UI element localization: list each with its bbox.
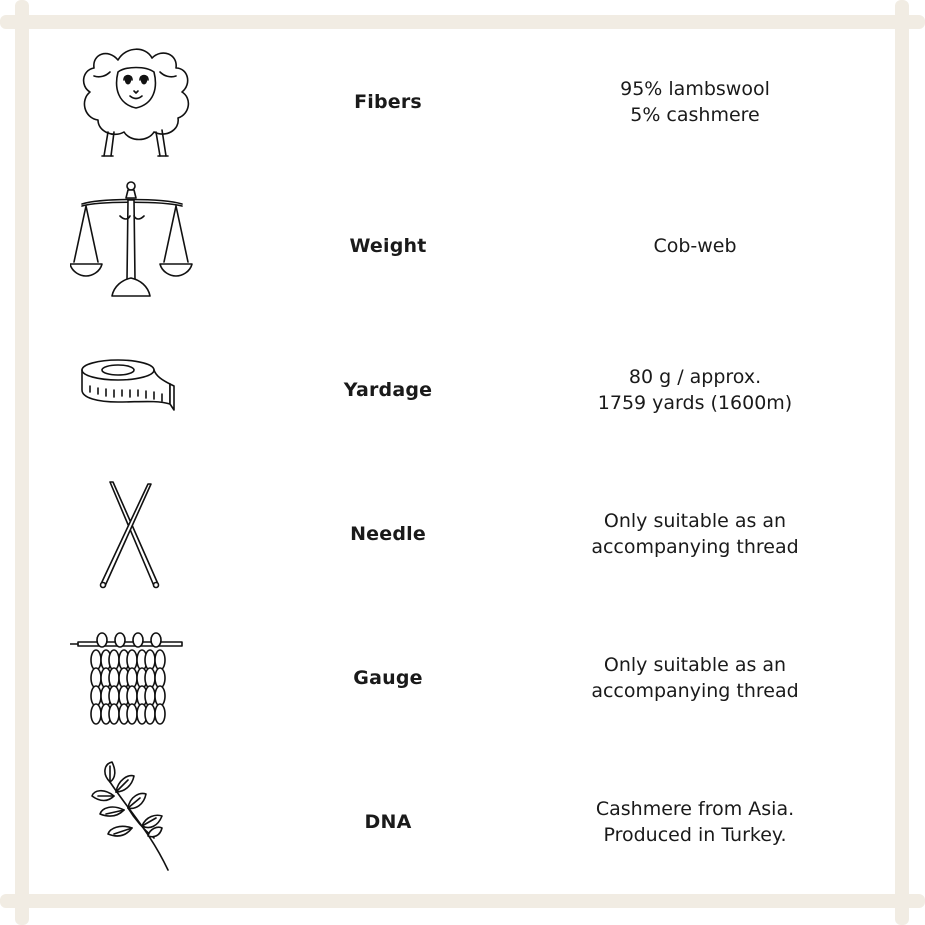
spec-row-yardage <box>40 318 890 462</box>
spec-value-line: 5% cashmere <box>630 104 760 126</box>
frame-right <box>895 0 909 925</box>
spec-label: Yardage <box>343 379 433 401</box>
spec-label: Needle <box>350 523 426 545</box>
frame-left <box>15 0 29 925</box>
frame-top <box>0 15 925 29</box>
spec-row-dna <box>40 750 890 894</box>
spec-value-line: Only suitable as an <box>603 654 787 676</box>
spec-row-weight <box>40 174 890 318</box>
sheep-icon <box>70 32 200 162</box>
knit-stitches-icon <box>70 608 200 738</box>
knitting-needles-icon <box>70 464 200 594</box>
spec-label: Gauge <box>353 667 423 689</box>
measuring-tape-icon <box>70 320 200 450</box>
spec-value-line: 80 g / approx. <box>628 366 762 388</box>
spec-value-line: Cob-web <box>653 235 737 257</box>
spec-value <box>570 174 820 318</box>
spec-value-line: Cashmere from Asia. <box>595 798 795 820</box>
leaf-branch-icon <box>70 752 200 882</box>
spec-value <box>570 462 820 606</box>
spec-row-gauge <box>40 606 890 750</box>
spec-row-needle <box>40 462 890 606</box>
scale-icon <box>70 176 200 306</box>
spec-value <box>570 750 820 894</box>
frame-bottom <box>0 894 925 908</box>
spec-value <box>570 606 820 750</box>
spec-label: DNA <box>364 811 412 833</box>
spec-row-fibers <box>40 30 890 174</box>
spec-value-line: Only suitable as an <box>603 510 787 532</box>
spec-value-line: accompanying thread <box>591 680 799 702</box>
spec-value <box>570 318 820 462</box>
spec-value-line: accompanying thread <box>591 536 799 558</box>
spec-value-line: 1759 yards (1600m) <box>597 392 793 414</box>
spec-value-line: Produced in Turkey. <box>603 824 787 846</box>
spec-label: Fibers <box>354 91 422 113</box>
spec-value <box>570 30 820 174</box>
spec-value-line: 95% lambswool <box>620 78 770 100</box>
spec-label: Weight <box>349 235 427 257</box>
